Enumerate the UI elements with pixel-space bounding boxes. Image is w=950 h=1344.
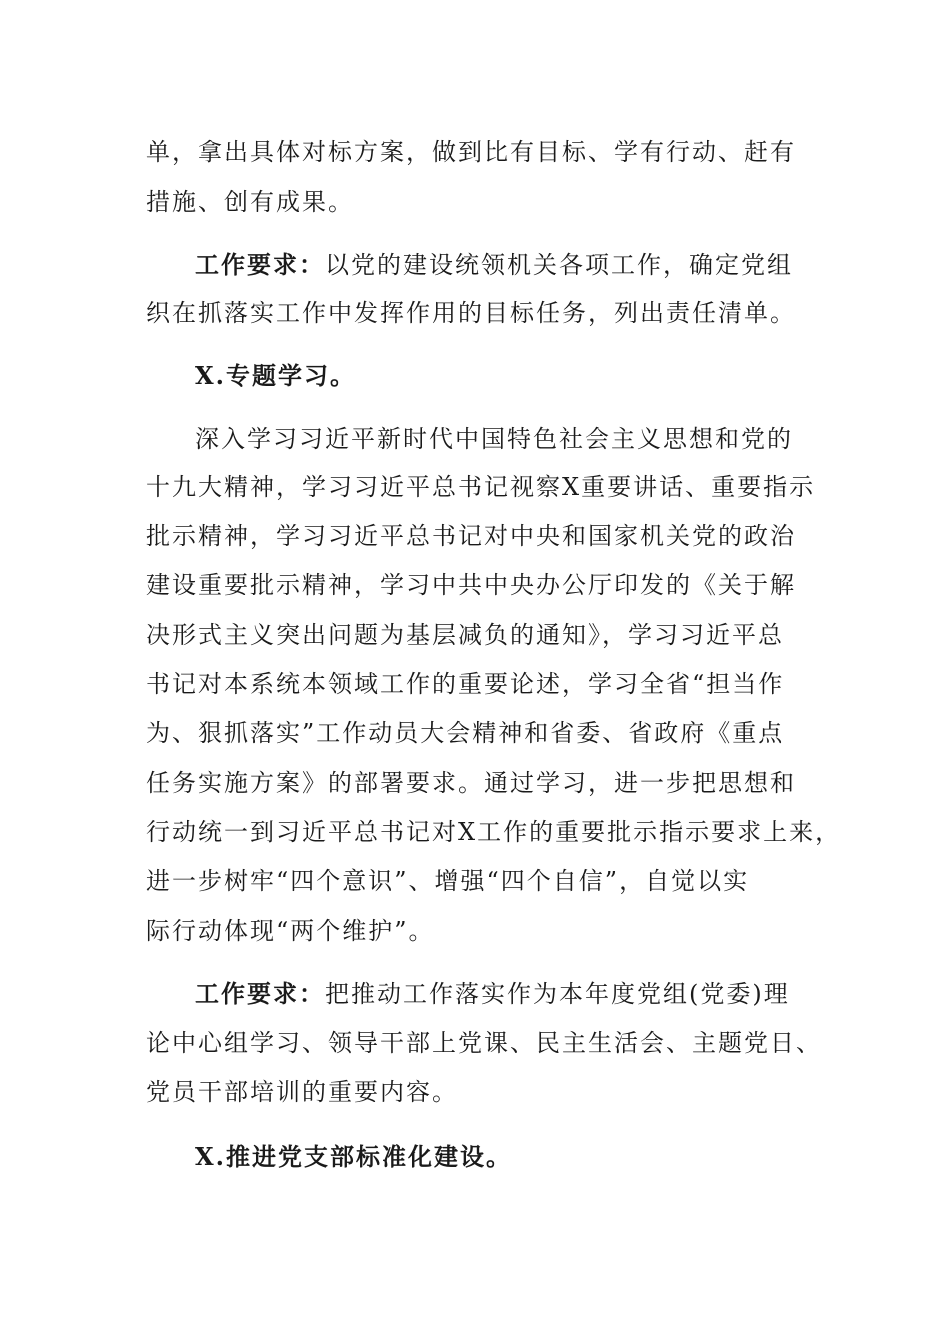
paragraph-line: 为、狠抓落实”工作动员大会精神和省委、省政府《重点 [146, 719, 785, 747]
requirement-line [195, 250, 793, 280]
paragraph-line: 单，拿出具体对标方案，做到比有目标、学有行动、赶有 [146, 138, 796, 166]
requirement-text: 以党的建设统领机关各项工作，确定党组 [325, 251, 793, 279]
paragraph-line: 书记对本系统本领域工作的重要论述，学习全省“担当作 [146, 670, 785, 698]
paragraph-line: 十九大精神，学习习近平总书记视察X重要讲话、重要指示 [146, 473, 816, 501]
paragraph-line: 论中心组学习、领导干部上党课、民主生活会、主题党日、 [146, 1029, 822, 1057]
requirement-label: 工作要求： [195, 979, 325, 1008]
paragraph-line: 织在抓落实工作中发挥作用的目标任务，列出责任清单。 [146, 299, 796, 327]
paragraph-line: 际行动体现“两个维护”。 [146, 917, 435, 945]
paragraph-line: 批示精神，学习习近平总书记对中央和国家机关党的政治 [146, 522, 796, 550]
requirement-text: 把推动工作落实作为本年度党组(党委)理 [325, 980, 790, 1008]
paragraph-line: 深入学习习近平新时代中国特色社会主义思想和党的 [195, 425, 793, 453]
section-heading: X.专题学习。 [195, 361, 356, 390]
paragraph-line: 措施、创有成果。 [146, 188, 354, 216]
paragraph-line: 党员干部培训的重要内容。 [146, 1078, 458, 1106]
paragraph-line: 行动统一到习近平总书记对X工作的重要批示指示要求上来， [146, 818, 842, 846]
requirement-label: 工作要求： [195, 250, 325, 279]
paragraph-line: 决形式主义突出问题为基层减负的通知》，学习习近平总 [146, 621, 784, 649]
paragraph-line: 进一步树牢“四个意识”、增强“四个自信”，自觉以实 [146, 867, 750, 895]
paragraph-line: 建设重要批示精神，学习中共中央办公厅印发的《关于解 [146, 571, 796, 599]
paragraph-line: 任务实施方案》的部署要求。通过学习，进一步把思想和 [146, 769, 796, 797]
section-heading: X.推进党支部标准化建设。 [195, 1142, 512, 1171]
requirement-line [195, 979, 790, 1009]
